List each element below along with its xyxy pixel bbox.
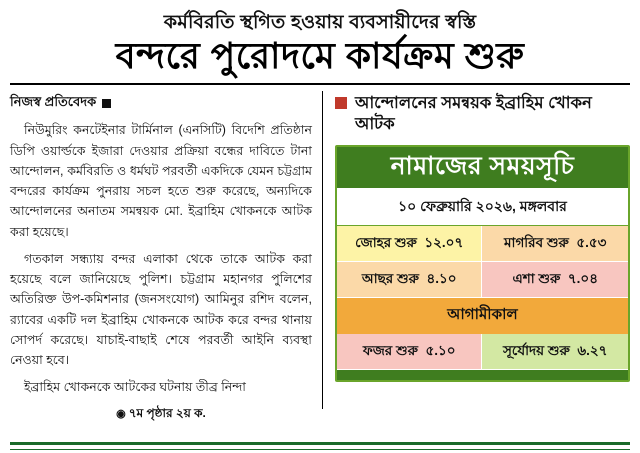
sub-headline-text: আন্দোলনের সমন্বয়ক ইব্রাহিম খোকন আটক bbox=[354, 94, 592, 134]
prayer-value: ৪.১০ bbox=[426, 270, 457, 286]
content-columns bbox=[10, 91, 630, 420]
prayer-times-grid bbox=[337, 225, 628, 370]
continuation-note bbox=[10, 405, 312, 425]
bottom-divider bbox=[10, 442, 630, 445]
prayer-cell bbox=[337, 262, 483, 298]
prayer-label: আছর শুরু bbox=[361, 270, 419, 286]
article-paragraph-2: গতকাল সন্ধ্যায় বন্দর এলাকা থেকে তাকে আটক করা হয়েছে বলে জানিয়েছে পুলিশ। চট্টগ্রাম মহানগর পুলিশের অতিরিক্ত উপ-কমিশনার (জনসংযোগ) আমিনুর রশিদ বলেন, র‌্যাবের একটি দল ইব্রাহিম খোকনকে আটক করে বন্দর থানায় সোপর্দ করেছে। যাচাই-বাছাই শেষে পরবর্তী আইনি ব্যবস্থা নেওয়া হবে। bbox=[10, 251, 312, 368]
prayer-value: ৫.৫৩ bbox=[576, 234, 607, 250]
byline-label: নিজস্ব প্রতিবেদক bbox=[10, 94, 97, 110]
bullet-icon: ◉ bbox=[116, 407, 129, 420]
square-marker-icon bbox=[102, 99, 111, 108]
article-paragraph-1: নিউমুরিং কনটেইনার টার্মিনাল (এনসিটি) বিদেশি প্রতিষ্ঠান ডিপি ওয়ার্ল্ডকে ইজারা দেওয়ার প্রক্রিয়া বন্ধের দাবিতে টানা আন্দোলন, কর্মবিরতি ও ধর্মঘট পরবর্তী একদিকে যেমন চট্টগ্রাম বন্দরের কার্যক্রম পুনরায় সচল হতে শুরু করেছে, অন্যদিকে আন্দোলনের অনাতম সমন্বয়ক মো. ইব্রাহিম খোকনকে আটক করা হয়েছে। bbox=[10, 123, 312, 239]
prayer-label: সূর্যোদয় শুরু bbox=[503, 342, 570, 358]
article-column bbox=[10, 91, 323, 420]
prayer-cell bbox=[337, 226, 483, 262]
prayer-times-title: নামাজের সময়সূচি bbox=[337, 147, 628, 188]
prayer-times-date: ১০ ফেব্রুয়ারি ২০২৬, মঙ্গলবার bbox=[337, 188, 628, 225]
prayer-label: এশা শুরু bbox=[512, 270, 561, 286]
prayer-value: ১২.০৭ bbox=[424, 234, 464, 250]
prayer-value: ৫.১০ bbox=[425, 342, 456, 358]
prayer-cell bbox=[337, 334, 483, 370]
prayer-label: মাগরিব শুরু bbox=[504, 234, 569, 250]
byline bbox=[10, 93, 312, 114]
prayer-label: ফজর শুরু bbox=[362, 342, 418, 358]
tomorrow-banner: আগামীকাল bbox=[337, 298, 628, 334]
continuation-text: ৭ম পৃষ্ঠার ২য় ক. bbox=[128, 405, 206, 420]
prayer-cell bbox=[482, 262, 628, 298]
prayer-cell bbox=[482, 226, 628, 262]
sub-headline bbox=[335, 93, 630, 134]
sidebar-column bbox=[323, 91, 630, 409]
header-divider bbox=[10, 83, 630, 85]
prayer-times-box bbox=[335, 145, 630, 382]
prayer-value: ৬.২৭ bbox=[577, 342, 608, 358]
prayer-cell bbox=[482, 334, 628, 370]
prayer-label: জোহর শুরু bbox=[355, 234, 417, 250]
prayer-value: ৭.০৪ bbox=[567, 270, 598, 286]
bottom-divider-thin bbox=[10, 449, 630, 450]
main-headline: বন্দরে পুরোদমে কার্যক্রম শুরু bbox=[115, 34, 525, 76]
red-square-icon bbox=[335, 97, 347, 109]
prayer-box-footer bbox=[337, 370, 628, 380]
article-paragraph-3: ইব্রাহিম খোকনকে আটকের ঘটনায় তীব্র নিন্দা bbox=[24, 380, 246, 395]
kicker-headline: কর্মবিরতি স্থগিত হওয়ায় ব্যবসায়ীদের স্বস্তি bbox=[163, 12, 477, 33]
